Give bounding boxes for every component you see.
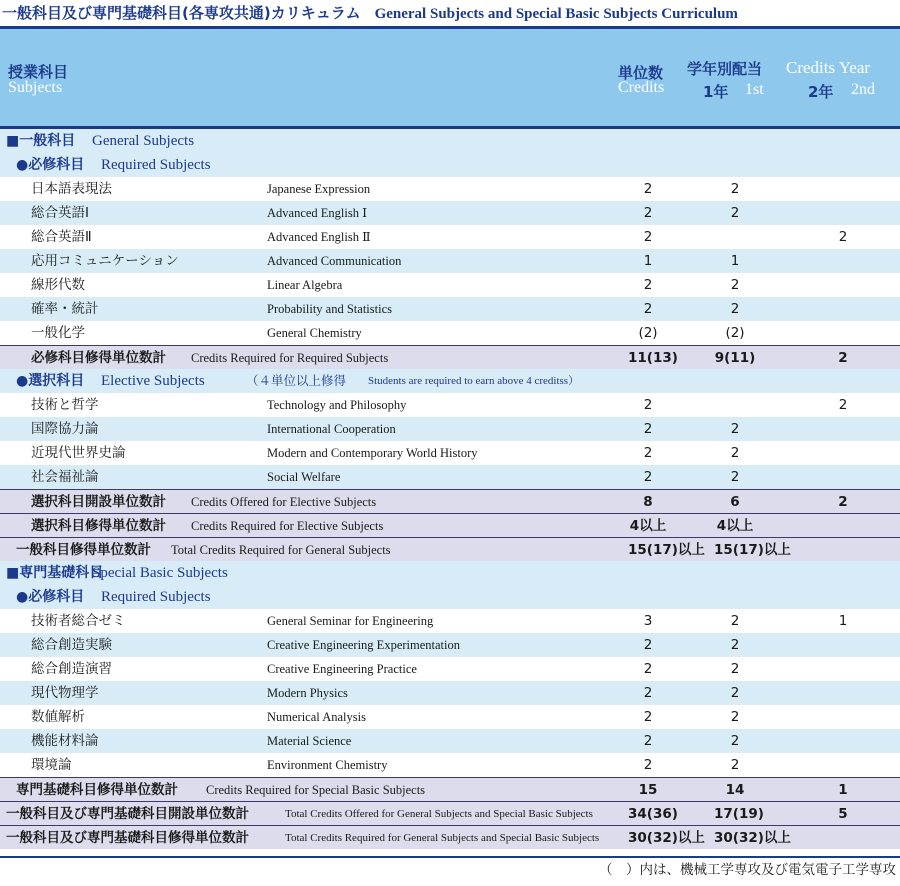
table-row xyxy=(0,441,900,465)
credits-value: 2 xyxy=(643,469,653,485)
credits-value: 2 xyxy=(643,709,653,725)
subject-name-en: Japanese Expression xyxy=(267,182,371,196)
elective-note-ja: （４単位以上修得 xyxy=(246,373,347,388)
subsection-title: ●必修科目 xyxy=(16,157,85,173)
table-header xyxy=(0,29,900,129)
subsection-heading xyxy=(0,585,900,609)
credits-value: 2 xyxy=(643,397,653,413)
subsection-heading xyxy=(0,153,900,177)
year1-total: 30(32)以上 xyxy=(714,830,791,846)
credits-total: 11(13) xyxy=(628,350,678,366)
year1-value: 2 xyxy=(730,637,740,653)
table-row xyxy=(0,249,900,273)
table-row xyxy=(0,729,900,753)
subject-name-ja: 総合英語Ⅱ xyxy=(31,229,92,245)
curriculum-table xyxy=(0,129,900,849)
header-subjects-ja: 授業科目 xyxy=(8,63,69,81)
table-row xyxy=(0,681,900,705)
credits-value: 2 xyxy=(643,445,653,461)
credits-value: 1 xyxy=(643,253,653,269)
subject-name-en: Linear Algebra xyxy=(267,278,343,292)
subsection-title-en: Elective Subjects xyxy=(101,373,205,389)
subject-name-en: International Cooperation xyxy=(267,422,396,436)
table-row xyxy=(0,273,900,297)
subject-name-en: Advanced English Ⅱ xyxy=(267,230,371,244)
year1-value: 2 xyxy=(730,733,740,749)
subject-name-en: Creative Engineering Experimentation xyxy=(267,638,460,652)
credits-value: 2 xyxy=(643,637,653,653)
table-row xyxy=(0,393,900,417)
subject-name-en: Advanced English Ⅰ xyxy=(267,206,368,220)
section-heading xyxy=(0,129,900,153)
year1-total: 14 xyxy=(725,782,745,798)
subject-name-ja: 環境論 xyxy=(31,757,72,773)
credits-total: 30(32)以上 xyxy=(628,830,705,846)
credits-value: 2 xyxy=(643,205,653,221)
section-heading xyxy=(0,561,900,585)
credits-value: 2 xyxy=(643,685,653,701)
summary-row xyxy=(0,537,900,561)
credits-value: 2 xyxy=(643,733,653,749)
credits-value: 2 xyxy=(643,301,653,317)
credits-total: 15 xyxy=(638,782,658,798)
subsection-title-en: Required Subjects xyxy=(101,589,211,605)
year1-total: 17(19) xyxy=(714,806,764,822)
subject-name-en: Modern Physics xyxy=(267,686,348,700)
section-title-en: General Subjects xyxy=(92,133,195,149)
subsection-title: ●選択科目 xyxy=(16,373,85,389)
year2-value: 2 xyxy=(838,229,848,245)
header-y1-ja: 1年 xyxy=(703,83,729,101)
summary-row xyxy=(0,513,900,537)
subject-name-en: Probability and Statistics xyxy=(267,302,392,316)
summary-label-ja: 一般科目及び専門基礎科目開設単位数計 xyxy=(6,806,249,822)
credits-total: 15(17)以上 xyxy=(628,542,705,558)
section-title-en: Special Basic Subjects xyxy=(92,565,228,581)
subject-name-ja: 機能材料論 xyxy=(31,733,99,749)
table-row xyxy=(0,321,900,345)
credits-value: (2) xyxy=(638,325,658,341)
year1-value: 2 xyxy=(730,445,740,461)
subject-name-ja: 国際協力論 xyxy=(31,421,99,437)
subject-name-en: Social Welfare xyxy=(267,470,341,484)
header-year-en: Credits Year xyxy=(786,58,871,77)
header-y2-en: 2nd xyxy=(851,81,875,98)
table-row xyxy=(0,633,900,657)
year1-value: 2 xyxy=(730,661,740,677)
year2-total: 2 xyxy=(838,494,848,510)
subject-name-en: Advanced Communication xyxy=(267,254,402,268)
subject-name-en: Numerical Analysis xyxy=(267,710,366,724)
subject-name-en: General Chemistry xyxy=(267,326,362,340)
header-credits-en: Credits xyxy=(618,79,665,96)
header-year-ja: 学年別配当 xyxy=(687,60,763,78)
summary-label-ja: 一般科目修得単位数計 xyxy=(16,542,151,558)
credits-value: 2 xyxy=(643,277,653,293)
summary-label-en: Total Credits Required for General Subjects xyxy=(171,543,391,557)
year1-value: 2 xyxy=(730,421,740,437)
subject-name-en: Technology and Philosophy xyxy=(267,398,407,412)
summary-label-ja: 一般科目及び専門基礎科目修得単位数計 xyxy=(6,830,249,846)
summary-row xyxy=(0,777,900,801)
header-subjects-en: Subjects xyxy=(8,79,63,96)
summary-label-ja: 選択科目修得単位数計 xyxy=(31,518,166,534)
summary-label-ja: 選択科目開設単位数計 xyxy=(31,494,166,510)
table-row xyxy=(0,753,900,777)
summary-row xyxy=(0,801,900,825)
year1-value: 2 xyxy=(730,301,740,317)
credits-value: 2 xyxy=(643,757,653,773)
page-title xyxy=(0,0,900,26)
table-row xyxy=(0,297,900,321)
subsection-title-en: Required Subjects xyxy=(101,157,211,173)
year1-total: 4以上 xyxy=(716,518,754,534)
subject-name-ja: 技術者総合ゼミ xyxy=(31,613,126,629)
year2-total: 5 xyxy=(838,806,848,822)
credits-value: 2 xyxy=(643,661,653,677)
table-row xyxy=(0,201,900,225)
subject-name-en: Modern and Contemporary World History xyxy=(267,446,478,460)
year1-value: 2 xyxy=(730,757,740,773)
subject-name-ja: 総合英語Ⅰ xyxy=(31,205,89,221)
year1-value: 2 xyxy=(730,469,740,485)
year1-value: 2 xyxy=(730,709,740,725)
subject-name-ja: 総合創造演習 xyxy=(31,661,112,677)
year1-value: (2) xyxy=(725,325,745,341)
year1-value: 2 xyxy=(730,181,740,197)
subsection-heading xyxy=(0,369,900,393)
subject-name-ja: 社会福祉論 xyxy=(31,469,99,485)
subsection-title: ●必修科目 xyxy=(16,589,85,605)
year1-total: 9(11) xyxy=(714,350,756,366)
summary-label-en: Total Credits Required for General Subjects and Special Basic Subjects xyxy=(285,832,600,844)
section-title: ■専門基礎科目 xyxy=(6,565,104,581)
year1-value: 2 xyxy=(730,613,740,629)
summary-label-en: Total Credits Offered for General Subjects and Special Basic Subjects xyxy=(285,808,593,820)
table-row xyxy=(0,705,900,729)
section-title: ■一般科目 xyxy=(6,133,76,149)
title-en: General Subjects and Special Basic Subjects Curriculum xyxy=(374,6,738,22)
subject-name-ja: 確率・統計 xyxy=(31,301,99,317)
subject-name-en: Creative Engineering Practice xyxy=(267,662,417,676)
credits-total: 34(36) xyxy=(628,806,678,822)
summary-label-en: Credits Required for Elective Subjects xyxy=(191,519,384,533)
table-row xyxy=(0,609,900,633)
subject-name-ja: 総合創造実験 xyxy=(31,637,112,653)
credits-value: 2 xyxy=(643,181,653,197)
header-y2-ja: 2年 xyxy=(808,83,834,101)
summary-row xyxy=(0,345,900,369)
summary-row xyxy=(0,489,900,513)
summary-row xyxy=(0,825,900,849)
subject-name-ja: 現代物理学 xyxy=(31,685,99,701)
year2-total: 1 xyxy=(838,782,848,798)
title-ja: 一般科目及び専門基礎科目(各専攻共通)カリキュラム xyxy=(2,4,361,22)
subject-name-en: Environment Chemistry xyxy=(267,758,388,772)
subject-name-ja: 日本語表現法 xyxy=(31,181,112,197)
year2-total: 2 xyxy=(838,350,848,366)
subject-name-ja: 近現代世界史論 xyxy=(31,445,126,461)
credits-value: 2 xyxy=(643,229,653,245)
table-row xyxy=(0,177,900,201)
year2-value: 2 xyxy=(838,397,848,413)
summary-label-en: Credits Offered for Elective Subjects xyxy=(191,495,377,509)
credits-total: 4以上 xyxy=(629,518,667,534)
summary-label-ja: 必修科目修得単位数計 xyxy=(31,350,166,366)
year1-value: 1 xyxy=(730,253,740,269)
subject-name-ja: 技術と哲学 xyxy=(31,397,99,413)
table-row xyxy=(0,417,900,441)
summary-label-en: Credits Required for Special Basic Subjects xyxy=(206,783,426,797)
year1-value: 2 xyxy=(730,205,740,221)
header-credits-ja: 単位数 xyxy=(618,64,664,82)
header-y1-en: 1st xyxy=(745,81,764,98)
subject-name-en: Material Science xyxy=(267,734,352,748)
credits-value: 2 xyxy=(643,421,653,437)
year2-value: 1 xyxy=(838,613,848,629)
credits-total: 8 xyxy=(643,494,653,510)
summary-label-en: Credits Required for Required Subjects xyxy=(191,351,389,365)
subject-name-ja: 応用コミュニケーション xyxy=(31,253,179,269)
subject-name-en: General Seminar for Engineering xyxy=(267,614,434,628)
subject-name-ja: 一般化学 xyxy=(31,325,85,341)
table-row xyxy=(0,225,900,249)
elective-note-en: Students are required to earn above 4 creditss） xyxy=(368,375,580,387)
year1-total: 6 xyxy=(730,494,740,510)
year1-value: 2 xyxy=(730,685,740,701)
footnote: （ ）内は、機械工学専攻及び電気電子工学専攻 xyxy=(599,862,896,878)
summary-label-ja: 専門基礎科目修得単位数計 xyxy=(16,782,178,798)
subject-name-ja: 数値解析 xyxy=(31,709,85,725)
table-row xyxy=(0,657,900,681)
table-row xyxy=(0,465,900,489)
subject-name-ja: 線形代数 xyxy=(31,277,85,293)
year1-total: 15(17)以上 xyxy=(714,542,791,558)
year1-value: 2 xyxy=(730,277,740,293)
credits-value: 3 xyxy=(643,613,653,629)
